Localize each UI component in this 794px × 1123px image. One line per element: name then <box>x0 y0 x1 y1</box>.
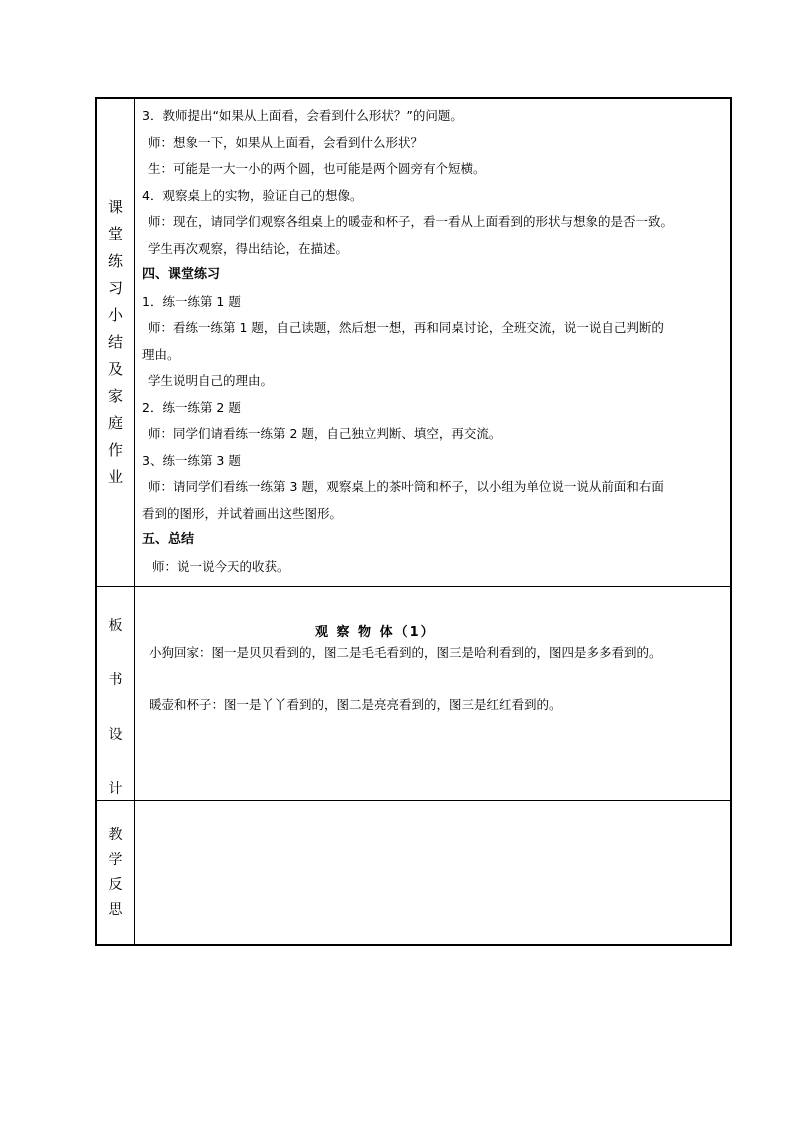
board-label <box>97 587 135 800</box>
reflection-label <box>97 801 135 944</box>
exercise-2-heading: 2．练一练第 2 题 <box>142 399 241 415</box>
label-char: 计 <box>108 780 123 797</box>
label-char: 教 <box>108 826 123 843</box>
label-char: 思 <box>108 901 123 918</box>
student-line: 学生说明自己的理由。 <box>148 373 274 388</box>
reflection-content <box>135 801 730 944</box>
board-title: 观 察 物 体（1） <box>315 625 436 640</box>
section-heading-summary: 五、总结 <box>142 532 195 547</box>
label-char: 书 <box>108 672 123 689</box>
label-char: 堂 <box>107 225 123 243</box>
board-line-kettle: 暖壶和杯子：图一是丫丫看到的，图二是亮亮看到的，图三是红红看到的。 <box>149 697 562 712</box>
label-char: 练 <box>107 252 123 270</box>
section-heading-practice: 四、课堂练习 <box>142 267 221 282</box>
label-char: 板 <box>108 618 123 634</box>
label-char: 学 <box>108 851 123 868</box>
step-4-heading: 4．观察桌上的实物，验证自己的想像。 <box>142 187 363 203</box>
practice-content <box>135 99 730 586</box>
practice-row <box>97 99 730 587</box>
exercise-1-heading: 1．练一练第 1 题 <box>142 293 241 309</box>
board-content <box>135 587 730 800</box>
label-char: 反 <box>108 876 123 893</box>
label-char: 家 <box>107 387 123 405</box>
label-char: 结 <box>107 333 123 351</box>
teacher-line: 师：现在，请同学们观察各组桌上的暖壶和杯子，看一看从上面看到的形状与想象的是否一致。 <box>148 214 674 229</box>
label-char: 小 <box>107 306 123 324</box>
reflection-row <box>97 801 730 944</box>
label-char: 设 <box>108 726 123 743</box>
step-3-heading: 3．教师提出“如果从上面看，会看到什么形状？”的问题。 <box>142 108 463 123</box>
label-char: 业 <box>107 468 123 486</box>
teacher-line: 师：同学们请看练一练第 2 题，自己独立判断、填空，再交流。 <box>148 426 502 441</box>
board-line-dog: 小狗回家：图一是贝贝看到的，图二是毛毛看到的，图三是哈利看到的，图四是多多看到的。 <box>149 645 662 660</box>
label-char: 作 <box>107 441 123 459</box>
teacher-line-cont: 看到的图形，并试着画出这些图形。 <box>142 505 343 521</box>
exercise-3-heading: 3、练一练第 3 题 <box>142 452 241 468</box>
teacher-line: 师：请同学们看练一练第 3 题，观察桌上的茶叶筒和杯子，以小组为单位说一说从前面和右面 <box>148 479 664 494</box>
teacher-line: 师：看练一练第 1 题，自己读题，然后想一想，再和同桌讨论，全班交流，说一说自己判断的 <box>148 320 664 335</box>
label-char: 课 <box>107 198 123 216</box>
lesson-plan-table <box>95 97 732 946</box>
teacher-line: 师：说一说今天的收获。 <box>152 558 290 574</box>
label-char: 习 <box>107 279 123 297</box>
student-line: 学生再次观察，得出结论，在描述。 <box>148 240 349 256</box>
board-design-row <box>97 587 730 801</box>
label-char: 庭 <box>107 414 123 432</box>
student-line: 生：可能是一大一小的两个圆，也可能是两个圆旁有个短横。 <box>148 161 486 176</box>
teacher-line: 师：想象一下，如果从上面看，会看到什么形状？ <box>148 134 424 150</box>
teacher-line-cont: 理由。 <box>142 346 180 362</box>
practice-label <box>97 99 135 586</box>
label-char: 及 <box>107 360 123 378</box>
